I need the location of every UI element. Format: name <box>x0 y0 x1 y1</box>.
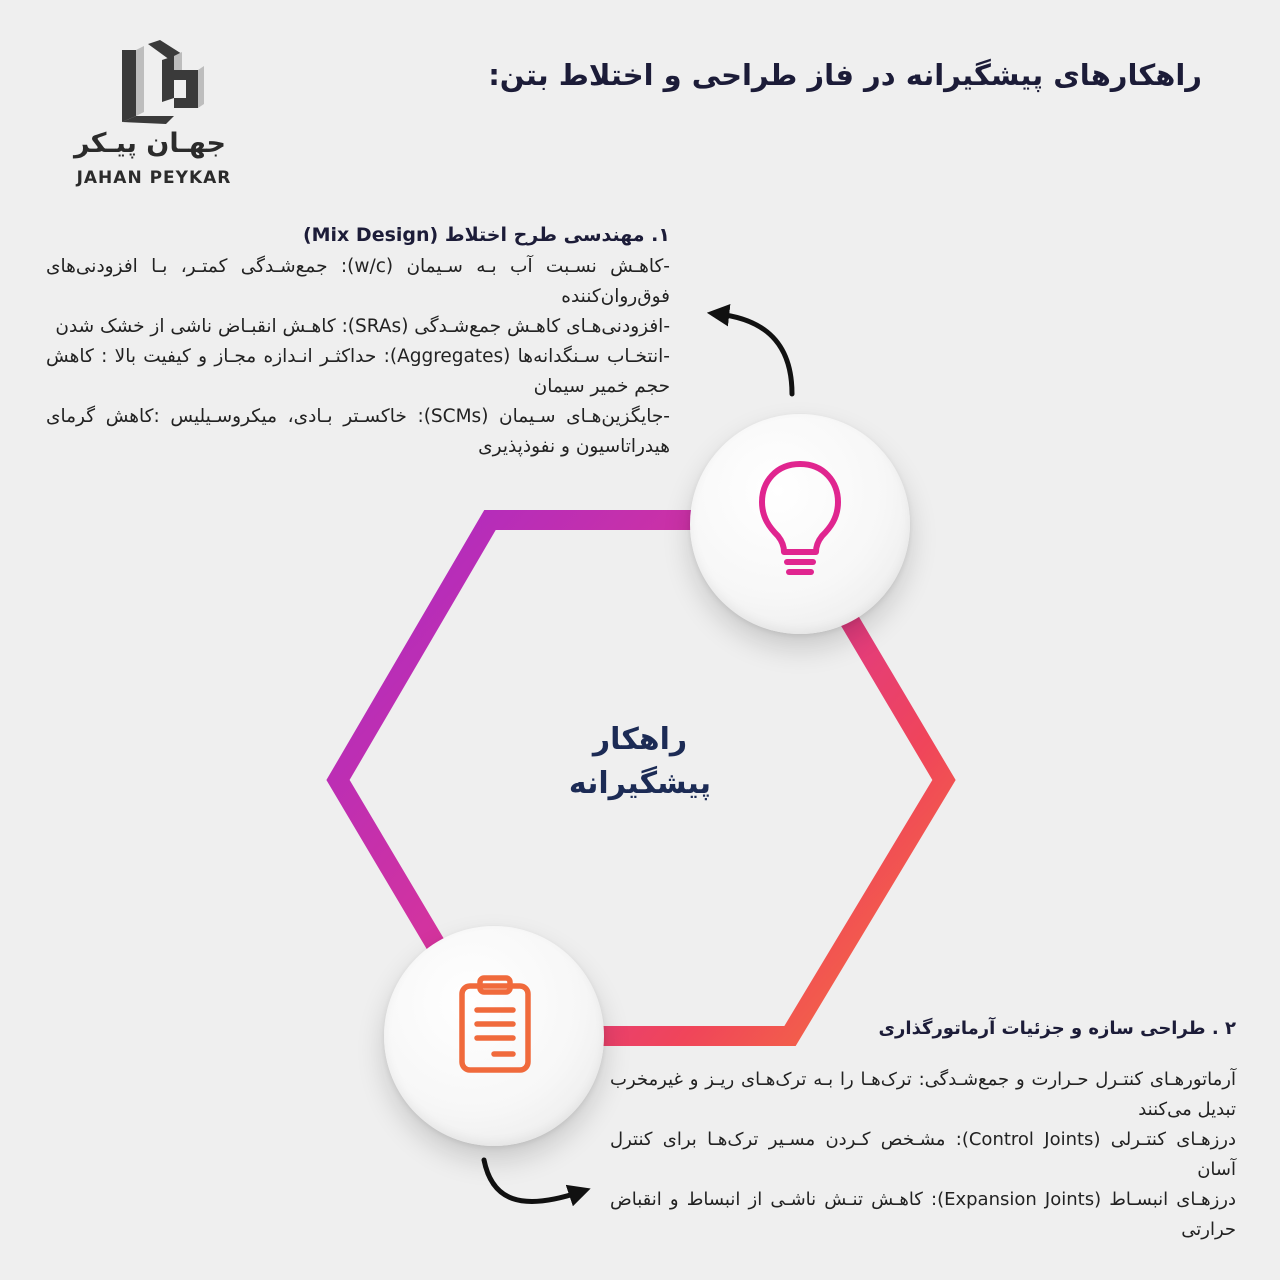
lightbulb-icon <box>690 414 910 634</box>
section1-heading: ۱. مهندسی طرح اختلاط (Mix Design) <box>302 224 670 246</box>
node-top <box>690 414 910 634</box>
center-label-line1: راهکار <box>592 722 688 757</box>
section2-item: آرماتورهـای کنتـرل حـرارت و جمع‌شـدگی: ترک‌هـا را بـه ترک‌هـای ریـز و غیرمخرب تبدیل می‌کنند <box>610 1069 1236 1120</box>
section1-item: -افزودنی‌هـای کاهـش جمع‌شـدگی (SRAs): کاهـش انقبـاض ناشی از خشک شدن <box>55 316 670 337</box>
center-label-line2: پیشگیرانه <box>568 766 712 801</box>
section1-item: -انتخـاب سـنگدانه‌ها (Aggregates): حداکثـر انـدازه مجـاز و کیفیت بالا : کاهش حجم خمیر سیمان <box>46 346 670 397</box>
section2-heading: ۲ . طراحی سازه و جزئیات آرماتورگذاری <box>878 1018 1236 1039</box>
logo-name-fa: جهـان پیـکر <box>74 128 226 159</box>
logo-name-en: JAHAN PEYKAR <box>76 168 232 188</box>
section2-item: درزهـای کنتـرلی (Control Joints): مشـخص کـردن مسـیر ترک‌هـا برای کنترل آسان <box>610 1129 1236 1180</box>
section2-item: درزهـای انبسـاط (Expansion Joints): کاهـش تنـش ناشـی از انبساط و انقباض حرارتی <box>610 1189 1237 1240</box>
clipboard-icon <box>384 926 604 1146</box>
curved-arrow-top <box>718 314 792 394</box>
node-bottom <box>384 926 604 1146</box>
section-mix-design <box>46 224 670 462</box>
center-label <box>520 718 760 806</box>
page-title: راهکارهای پیشگیرانه در فاز طراحی و اختلاط بتن: <box>488 58 1202 92</box>
section1-item: -جایگزین‌هـای سـیمان (SCMs): خاکسـتر بـادی، میکروسـیلیس :کاهش گرمای هیدراتاسیون و نفوذپذیری <box>46 406 670 457</box>
curved-arrow-bottom <box>484 1160 580 1202</box>
section1-item: -کاهـش نسـبت آب بـه سـیمان (w/c): جمع‌شـدگی کمتـر، بـا افزودنی‌های فوق‌روان‌کننده <box>46 256 670 307</box>
section-structural-design <box>610 1018 1236 1245</box>
logo-mark-icon <box>70 38 250 133</box>
